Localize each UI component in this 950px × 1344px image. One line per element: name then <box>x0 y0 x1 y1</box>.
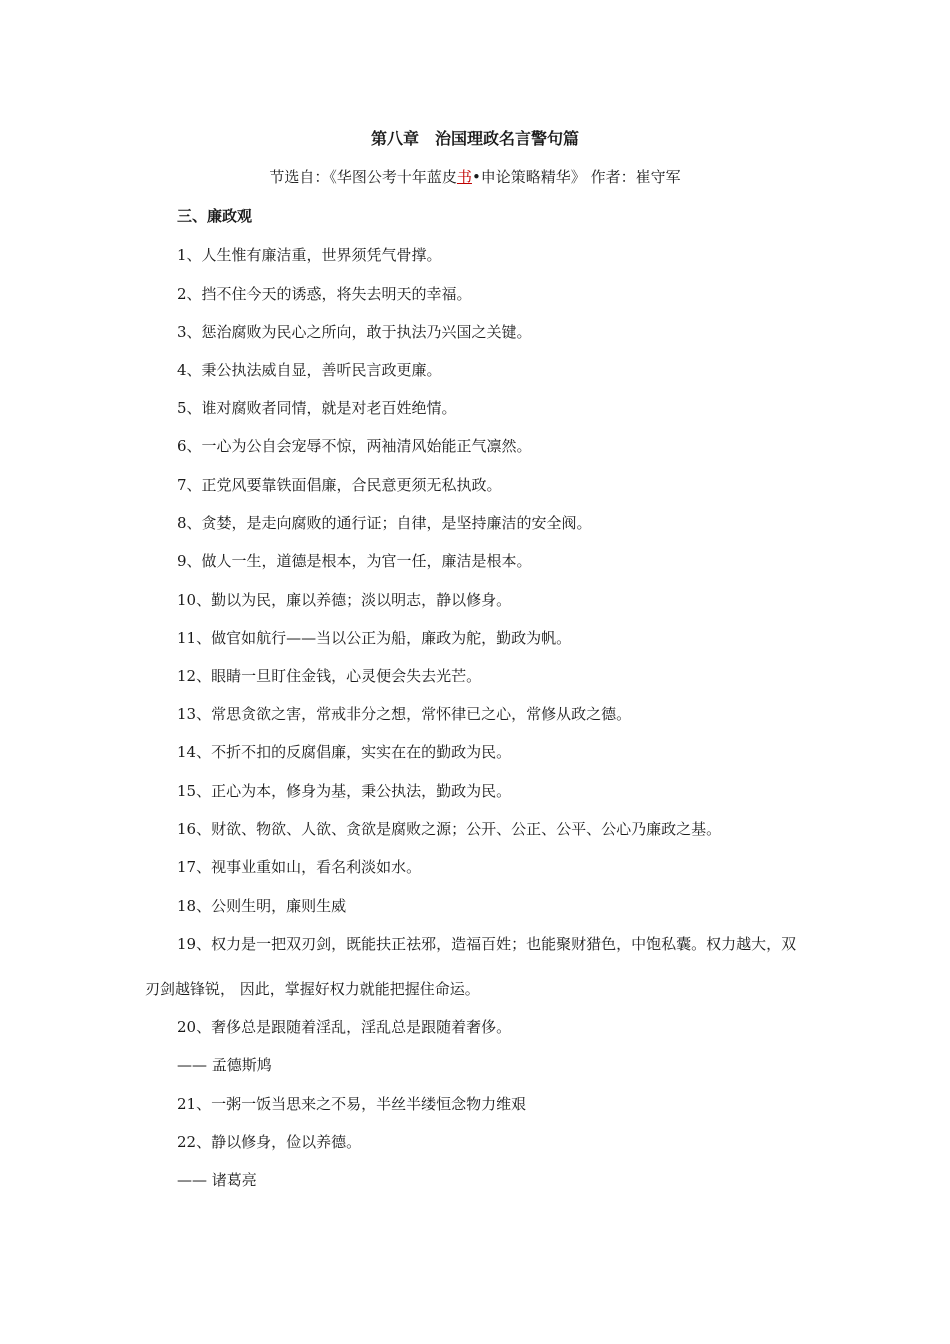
quote-line: 21、一粥一饭当思来之不易，半丝半缕恒念物力维艰 <box>177 1095 527 1113</box>
section-heading: 三、廉政观 <box>177 207 253 225</box>
chapter-title: 第八章 治国理政名言警句篇 <box>370 129 579 148</box>
quote-line: 15、正心为本，修身为基，秉公执法，勤政为民。 <box>177 782 512 800</box>
source-suffix: •申论策略精华》 作者：崔守军 <box>471 168 681 186</box>
quote-line: 12、眼睛一旦盯住金钱，心灵便会失去光芒。 <box>177 667 482 685</box>
quote-line: 3、惩治腐败为民心之所向，敢于执法乃兴国之关键。 <box>177 323 532 341</box>
quote-line: 9、做人一生，道德是根本，为官一任，廉洁是根本。 <box>177 552 532 570</box>
source-highlight: 书 <box>456 168 472 186</box>
quote-line: 20、奢侈总是跟随着淫乱，淫乱总是跟随着奢侈。 <box>177 1018 512 1036</box>
source-line <box>0 166 950 187</box>
quote-line: 2、挡不住今天的诱惑，将失去明天的幸福。 <box>177 285 472 303</box>
quote-line: 7、正党风要靠铁面倡廉，合民意更须无私执政。 <box>177 476 502 494</box>
quote-line: 4、秉公执法威自显，善听民言政更廉。 <box>177 361 442 379</box>
quote-line: 10、勤以为民，廉以养德；淡以明志，静以修身。 <box>177 591 512 609</box>
quote-line: 16、财欲、物欲、人欲、贪欲是腐败之源；公开、公正、公平、公心乃廉政之基。 <box>177 820 722 838</box>
quote-line: 11、做官如航行——当以公正为船，廉政为舵，勤政为帆。 <box>177 629 572 647</box>
quote-line: 6、一心为公自会宠辱不惊，两袖清风始能正气凛然。 <box>177 437 532 455</box>
source-prefix: 节选自：《华图公考十年蓝皮 <box>269 168 457 186</box>
quote-line: 1、人生惟有廉洁重，世界须凭气骨撑。 <box>177 246 442 264</box>
quote-line: 8、贪婪，是走向腐败的通行证；自律，是坚持廉洁的安全阀。 <box>177 514 592 532</box>
quote-line: 14、不折不扣的反腐倡廉，实实在在的勤政为民。 <box>177 743 512 761</box>
quote-line: 13、常思贪欲之害，常戒非分之想，常怀律已之心，常修从政之德。 <box>177 705 632 723</box>
quote-line: 22、静以修身，俭以养德。 <box>177 1133 362 1151</box>
quote-line: 19、权力是一把双刃剑，既能扶正祛邪，造福百姓；也能聚财猎色，中饱私囊。权力越大，双 <box>177 935 797 953</box>
quote-line: 17、视事业重如山，看名利淡如水。 <box>177 858 422 876</box>
quote-attribution: —— 诸葛亮 <box>177 1171 257 1189</box>
quote-line: 18、公则生明，廉则生威 <box>177 897 347 915</box>
quote-line: 5、谁对腐败者同情，就是对老百姓绝情。 <box>177 399 457 417</box>
quote-line-continuation: 刃剑越锋锐， 因此，掌握好权力就能把握住命运。 <box>145 980 480 998</box>
quote-attribution: —— 孟德斯鸠 <box>177 1056 272 1074</box>
